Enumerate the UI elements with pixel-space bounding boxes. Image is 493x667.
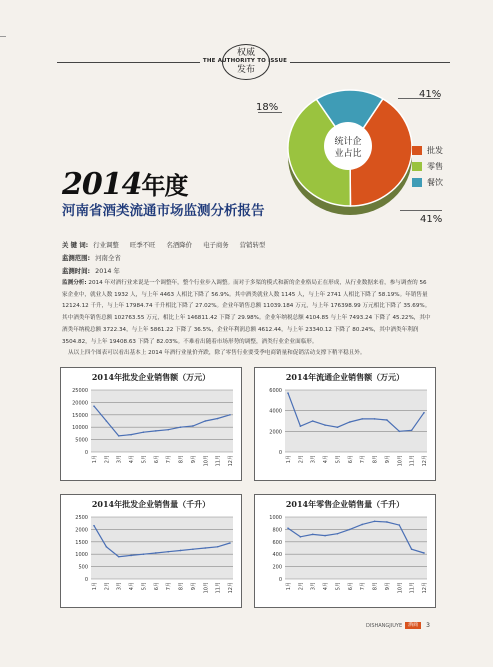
y-tick-label: 6000: [269, 388, 282, 394]
time-label: 监测时间:: [62, 267, 91, 275]
analysis-paragraph: [62, 278, 432, 348]
data-point: [180, 426, 182, 428]
legend-label: 批发: [427, 145, 443, 155]
data-point: [204, 547, 206, 549]
page-footer: [366, 622, 430, 629]
x-tick-label: 3月: [310, 455, 317, 464]
title-year-suffix: 年度: [141, 171, 188, 200]
data-point: [386, 419, 388, 421]
x-tick-label: 8月: [178, 455, 185, 464]
data-point: [386, 521, 388, 523]
y-tick-label: 500: [78, 564, 88, 571]
legend-swatch: [412, 178, 422, 187]
pie-center-label: 业占比: [334, 149, 362, 159]
chart-wholesale-sales-volume: [60, 494, 242, 608]
seal-bottom-text: 发布: [236, 65, 255, 75]
x-tick-label: 12月: [228, 582, 234, 594]
x-tick-label: 1月: [92, 455, 98, 464]
y-tick-label: 10000: [72, 425, 88, 432]
keywords-line: [62, 240, 274, 249]
report-year-title: [62, 166, 188, 202]
data-point: [312, 534, 314, 536]
x-tick-label: 1月: [286, 582, 292, 591]
data-point: [374, 418, 376, 420]
summary-label: 监测分析:: [62, 280, 87, 286]
data-point: [118, 435, 120, 437]
x-tick-label: 8月: [372, 582, 379, 591]
x-tick-label: 1月: [286, 455, 292, 464]
data-point: [93, 405, 95, 407]
data-point: [312, 420, 314, 422]
y-tick-label: 25000: [72, 388, 88, 394]
keyword: 名酒降价: [166, 241, 193, 249]
data-point: [204, 420, 206, 422]
x-tick-label: 7月: [166, 582, 173, 591]
chart-wholesale-sales-amount: [60, 367, 242, 481]
data-point: [287, 527, 289, 529]
data-point: [398, 431, 400, 433]
x-tick-label: 9月: [384, 582, 391, 591]
authority-text: THE AUTHORITY TO ISSUE: [202, 58, 288, 64]
x-tick-label: 7月: [166, 455, 173, 464]
time-line: [62, 266, 120, 275]
data-point: [337, 533, 339, 535]
x-tick-label: 4月: [129, 582, 136, 591]
data-point: [349, 421, 351, 423]
data-point: [93, 525, 95, 527]
x-tick-label: 9月: [384, 455, 391, 464]
data-point: [324, 424, 326, 426]
data-point: [374, 521, 376, 523]
data-point: [411, 430, 413, 432]
y-tick-label: 0: [278, 577, 282, 583]
region-value: 河南全省: [95, 254, 121, 262]
chart-title: 2014年流通企业销售额（万元）: [285, 372, 405, 382]
x-tick-label: 2月: [104, 582, 111, 591]
data-point: [130, 434, 132, 436]
keywords-label: 关 键 词:: [62, 241, 89, 249]
x-tick-label: 3月: [310, 582, 317, 591]
x-tick-label: 11月: [215, 582, 222, 594]
report-subtitle: 河南省酒类流通市场监测分析报告: [62, 203, 265, 219]
data-point: [167, 551, 169, 553]
x-tick-label: 6月: [347, 582, 354, 591]
data-point: [106, 546, 108, 548]
y-tick-label: 4000: [269, 408, 282, 415]
chart-svg: [255, 495, 435, 607]
keyword: 电子商务: [203, 241, 229, 249]
data-point: [155, 552, 157, 554]
x-tick-label: 3月: [116, 582, 123, 591]
pie-center-label: 统计企: [334, 137, 362, 147]
data-point: [192, 548, 194, 550]
y-tick-label: 0: [84, 577, 88, 583]
x-tick-label: 5月: [141, 582, 148, 591]
data-point: [324, 535, 326, 537]
keyword: 旺季不旺: [129, 241, 156, 249]
data-point: [167, 429, 169, 431]
analysis-paragraph: 从以上四个图表可以看出基本上 2014 年酒行业量价齐跌，除了零售行业要受季电商销量和促销活动支撑下稍平稳且外。: [68, 350, 366, 357]
x-tick-label: 11月: [215, 455, 222, 467]
data-point: [361, 418, 363, 420]
y-tick-label: 5000: [75, 437, 88, 444]
data-point: [423, 412, 425, 414]
x-tick-label: 11月: [409, 455, 416, 467]
y-tick-label: 600: [272, 539, 282, 546]
x-tick-label: 7月: [360, 455, 367, 464]
region-line: [62, 253, 121, 262]
chart-title: 2014年批发企业销售量（千升）: [91, 499, 211, 509]
x-tick-label: 7月: [360, 582, 367, 591]
x-tick-label: 10月: [203, 582, 210, 594]
pie-label-pifa: 41%: [419, 89, 442, 100]
legend-item: [412, 158, 443, 174]
data-point: [229, 542, 231, 544]
x-tick-label: 2月: [104, 455, 111, 464]
chart-svg: [61, 368, 241, 480]
chart-svg: [61, 495, 241, 607]
data-point: [217, 546, 219, 548]
title-year: 2014: [62, 167, 142, 202]
x-tick-label: 6月: [153, 455, 160, 464]
x-tick-label: 12月: [422, 582, 428, 594]
plot-area: [91, 517, 233, 579]
y-tick-label: 15000: [72, 412, 88, 419]
analysis-body: [62, 278, 432, 360]
chart-circulation-sales-amount: [254, 367, 436, 481]
time-value: 2014 年: [95, 267, 120, 275]
y-tick-label: 2000: [269, 429, 282, 436]
data-point: [361, 524, 363, 526]
data-point: [349, 529, 351, 531]
legend-label: 餐饮: [427, 177, 443, 187]
data-point: [423, 552, 425, 554]
x-tick-label: 2月: [298, 455, 305, 464]
region-label: 监测范围:: [62, 254, 91, 262]
data-point: [300, 536, 302, 538]
legend-swatch: [412, 146, 422, 155]
page-corner-mark: [0, 36, 6, 37]
y-tick-label: 2000: [75, 527, 88, 534]
chart-title: 2014年批发企业销售额（万元）: [91, 372, 211, 382]
data-point: [398, 524, 400, 526]
data-point: [155, 430, 157, 432]
x-tick-label: 5月: [335, 582, 342, 591]
pie-leader-line: [258, 112, 282, 113]
y-tick-label: 1000: [75, 552, 88, 559]
y-tick-label: 1000: [269, 515, 282, 521]
x-tick-label: 10月: [397, 582, 404, 594]
paragraph-text: 2014 年对酒行业来说是一个调整年，整个行业步入调整。而对于多渠的模式和新的企业格局正在形成，从行业数据来看，参与调查的 56 家企业中，就业人数 1932 人，与上年 4463 人相比下降了 56.9%。其中酒类就业人数 1145 人，与上年 2741 人相比下降了 58.19%。年销售量 12124.12 千升，与上年 17984.74 千升相比下降了 27.02%。企业年销售总额 11039.184 万元，与上年 176398.99 万元相比下降了 35.69%。其中酒类年销售总额 102763.55 万元，相比上年 146811.42 下降了 29.98%。企业年纳税总额 4104.85 与上年 7493.24 下降了 45.22%，其中酒类年纳税总额 3722.34，与上年 5861.22 下降了 36.5%，企业年利润总额 4612.44，与上年 23340.12 下降了 80.24%，其中酒类年利润 3504.82，与上年 19408.63 下降了 82.03%。不难看出随着市场形势的调整，酒类行业企业面临形。: [62, 280, 431, 345]
data-point: [411, 548, 413, 550]
x-tick-label: 9月: [190, 582, 197, 591]
y-tick-label: 2500: [75, 515, 88, 521]
x-tick-label: 9月: [190, 455, 197, 464]
x-tick-label: 4月: [323, 455, 330, 464]
pie-leader-line: [398, 98, 440, 99]
y-tick-label: 0: [278, 450, 282, 456]
keyword: 营销转型: [239, 241, 266, 249]
data-point: [300, 425, 302, 427]
x-tick-label: 5月: [335, 455, 342, 464]
pie-legend: [412, 142, 443, 190]
data-point: [287, 392, 289, 394]
pie-leader-line: [400, 210, 442, 211]
x-tick-label: 8月: [372, 455, 379, 464]
data-point: [229, 414, 231, 416]
data-point: [106, 420, 108, 422]
y-tick-label: 20000: [72, 400, 88, 407]
x-tick-label: 8月: [178, 582, 185, 591]
x-tick-label: 5月: [141, 455, 148, 464]
x-tick-label: 6月: [347, 455, 354, 464]
data-point: [143, 553, 145, 555]
data-point: [143, 431, 145, 433]
page-number: 3: [426, 622, 430, 629]
x-tick-label: 2月: [298, 582, 305, 591]
legend-label: 零售: [427, 161, 443, 171]
x-tick-label: 3月: [116, 455, 123, 464]
x-tick-label: 12月: [422, 455, 428, 467]
seal-top-text: 权威: [236, 48, 255, 58]
data-point: [192, 425, 194, 427]
y-tick-label: 1500: [75, 539, 88, 546]
y-tick-label: 200: [272, 564, 282, 571]
legend-swatch: [412, 162, 422, 171]
data-point: [217, 418, 219, 420]
x-tick-label: 10月: [203, 455, 210, 467]
footer-badge: 酒商: [405, 622, 421, 629]
y-tick-label: 800: [272, 527, 282, 534]
x-tick-label: 12月: [228, 455, 234, 467]
legend-item: [412, 174, 443, 190]
y-tick-label: 0: [84, 450, 88, 456]
x-tick-label: 11月: [409, 582, 416, 594]
pie-label-lingshou: 41%: [420, 214, 443, 225]
x-tick-label: 1月: [92, 582, 98, 591]
pie-label-canyin: 18%: [256, 102, 279, 113]
legend-item: [412, 142, 443, 158]
x-tick-label: 10月: [397, 455, 404, 467]
data-point: [337, 426, 339, 428]
chart-title: 2014年零售企业销售量（千升）: [285, 499, 405, 509]
x-tick-label: 4月: [323, 582, 330, 591]
plot-area: [91, 390, 233, 452]
data-point: [130, 555, 132, 557]
data-point: [118, 556, 120, 558]
y-tick-label: 400: [272, 552, 282, 559]
chart-retail-sales-volume: [254, 494, 436, 608]
x-tick-label: 6月: [153, 582, 160, 591]
data-point: [180, 550, 182, 552]
footer-brand: DISHANGJIUYE: [366, 622, 403, 629]
keyword: 行业调整: [93, 241, 119, 249]
chart-svg: [255, 368, 435, 480]
x-tick-label: 4月: [129, 455, 136, 464]
